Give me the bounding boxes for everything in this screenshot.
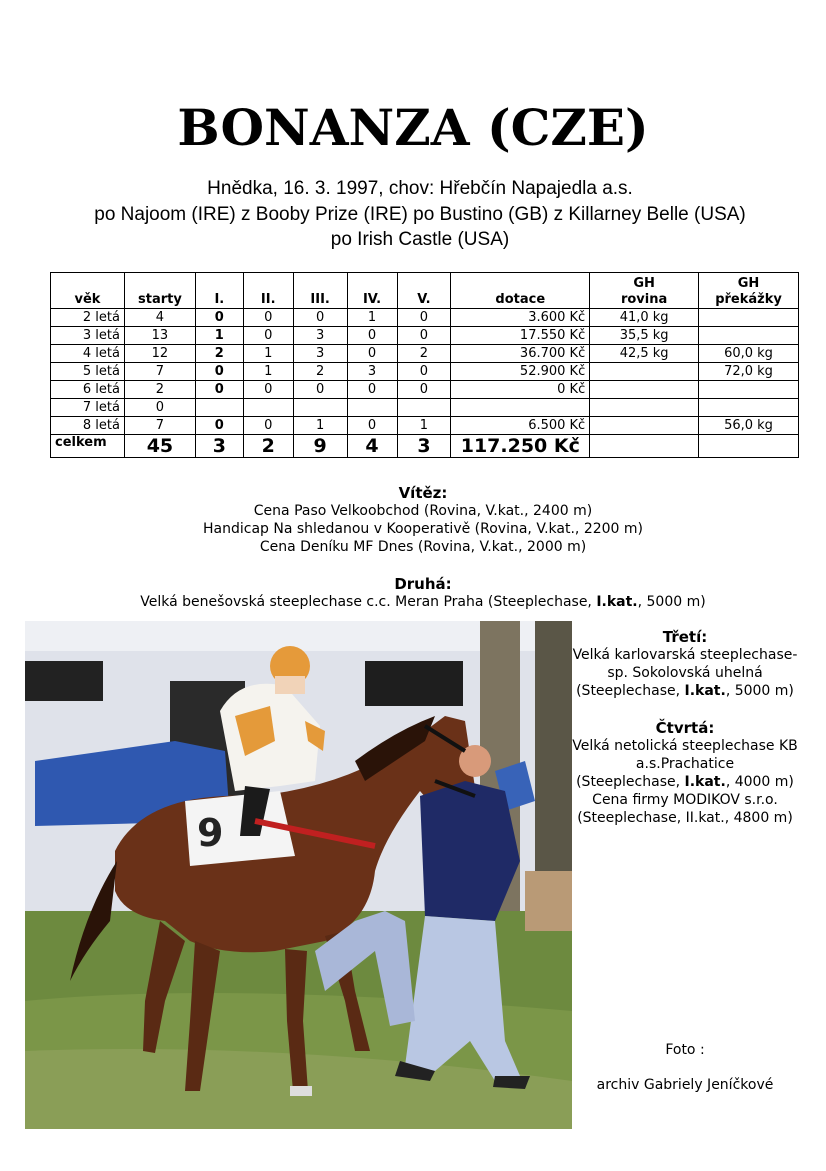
total-place-1: 3 [195,435,243,458]
table-row [51,309,799,327]
header-gh-flat-line1: GH [633,276,655,291]
total-place-2: 2 [243,435,293,458]
fourth-race-line-1: Velká netolická steeplechase KB [572,738,798,754]
cell-starts: 7 [124,363,195,381]
cell-gh-jump [699,309,799,327]
cell-prize: 52.900 Kč [451,363,590,381]
total-gh-flat [590,435,699,458]
fourth-race-line-3 [572,773,798,791]
total-label: celkem [51,435,125,458]
header-gh-jump [699,273,799,309]
cell-starts: 13 [124,327,195,345]
cell-place-3: 3 [293,327,347,345]
cell-starts: 4 [124,309,195,327]
total-gh-jump [699,435,799,458]
total-starts: 45 [124,435,195,458]
fourth-race-line-4: Cena firmy MODIKOV s.r.o. [592,792,778,808]
table-row [51,417,799,435]
cell-starts: 12 [124,345,195,363]
cell-prize: 0 Kč [451,381,590,399]
saddle-cloth-number: 9 [197,811,224,855]
cell-prize: 36.700 Kč [451,345,590,363]
total-place-3: 9 [293,435,347,458]
cell-place-1: 2 [195,345,243,363]
header-gh-flat-line2: rovina [620,292,668,307]
fourth-race-type: (Steeplechase, [576,774,685,790]
horse-title: BONANZA (CZE) [177,98,649,157]
cell-place-3: 2 [293,363,347,381]
total-place-4: 4 [347,435,397,458]
cell-starts: 2 [124,381,195,399]
header-gh-jump-line1: GH [737,276,760,291]
cell-place-1: 0 [195,309,243,327]
table-row [51,363,799,381]
cell-place-2: 1 [243,363,293,381]
cell-gh-jump: 60,0 kg [699,345,799,363]
cell-gh-jump: 72,0 kg [699,363,799,381]
table-row [51,345,799,363]
cell-place-2: 1 [243,345,293,363]
header-place-5: V. [397,273,451,309]
winner-race-3: Cena Deníku MF Dnes (Rovina, V.kat., 2000 m) [259,539,587,555]
cell-place-4 [347,399,397,417]
cell-gh-jump [699,327,799,345]
winner-race-1: Cena Paso Velkoobchod (Rovina, V.kat., 2400 m) [253,503,593,519]
second-race-text: Velká benešovská steeplechase c.c. Meran Praha (Steeplechase, [140,594,597,610]
subtitle-line-3: po Irish Castle (USA) [330,229,510,250]
table-header-row [51,273,799,309]
third-heading: Třetí: [662,628,708,646]
cell-place-1: 1 [195,327,243,345]
cell-place-3: 0 [293,381,347,399]
fourth-race-distance: , 4000 m) [725,774,794,790]
header-gh-flat [590,273,699,309]
cell-place-5: 0 [397,309,451,327]
cell-prize: 17.550 Kč [451,327,590,345]
cell-gh-flat [590,363,699,381]
photo-credit-source: archiv Gabriely Jeníčkové [596,1077,774,1093]
cell-prize: 3.600 Kč [451,309,590,327]
third-section [572,628,798,700]
fourth-heading: Čtvrtá: [655,719,715,737]
header-gh-jump-line2: překážky [715,292,782,307]
cell-age: 8 letá [51,417,125,435]
cell-prize [451,399,590,417]
cell-place-2: 0 [243,309,293,327]
header-prize: dotace [451,273,590,309]
second-section [0,575,826,611]
cell-starts: 0 [124,399,195,417]
cell-place-2: 0 [243,381,293,399]
fourth-section [572,719,798,827]
cell-age: 3 letá [51,327,125,345]
header-place-4: IV. [347,273,397,309]
winner-race-2: Handicap Na shledanou v Kooperativě (Rovina, V.kat., 2200 m) [202,521,643,537]
header-starts: starty [124,273,195,309]
table-row [51,381,799,399]
total-prize: 117.250 Kč [451,435,590,458]
cell-prize: 6.500 Kč [451,417,590,435]
cell-place-3: 1 [293,417,347,435]
cell-place-4: 0 [347,345,397,363]
cell-age: 4 letá [51,345,125,363]
second-heading: Druhá: [394,575,452,593]
fourth-race-line-5: (Steeplechase, II.kat., 4800 m) [577,810,793,826]
header-place-2: II. [243,273,293,309]
cell-gh-jump [699,399,799,417]
cell-age: 2 letá [51,309,125,327]
cell-place-3: 3 [293,345,347,363]
cell-place-4: 3 [347,363,397,381]
table-total-row [51,435,799,458]
cell-place-4: 0 [347,417,397,435]
winner-section [0,484,826,556]
cell-age: 5 letá [51,363,125,381]
cell-place-5: 1 [397,417,451,435]
cell-place-1: 0 [195,363,243,381]
cell-place-2: 0 [243,327,293,345]
cell-place-4: 1 [347,309,397,327]
cell-gh-flat: 35,5 kg [590,327,699,345]
third-race-line-1: Velká karlovarská steeplechase- [572,647,798,663]
second-race-category: I.kat. [596,594,638,610]
third-race-distance: , 5000 m) [725,683,794,699]
cell-place-2 [243,399,293,417]
cell-place-5: 2 [397,345,451,363]
table-row [51,399,799,417]
cell-place-5 [397,399,451,417]
cell-gh-flat: 42,5 kg [590,345,699,363]
cell-starts: 7 [124,417,195,435]
cell-place-4: 0 [347,327,397,345]
photo-credit-label: Foto : [665,1042,705,1058]
cell-place-5: 0 [397,381,451,399]
cell-age: 7 letá [51,399,125,417]
cell-place-5: 0 [397,363,451,381]
cell-gh-jump: 56,0 kg [699,417,799,435]
cell-place-1: 0 [195,381,243,399]
cell-age: 6 letá [51,381,125,399]
winner-heading: Vítěz: [398,484,448,502]
cell-place-4: 0 [347,381,397,399]
cell-place-1 [195,399,243,417]
third-race-line-3 [572,682,798,700]
cell-place-2: 0 [243,417,293,435]
cell-place-3: 0 [293,309,347,327]
cell-gh-jump [699,381,799,399]
cell-place-1: 0 [195,417,243,435]
fourth-race-line-2: a.s.Prachatice [635,756,735,772]
horse-photo [25,621,572,1129]
third-race-line-2: sp. Sokolovská uhelná [607,665,763,681]
horse-photo-image [25,621,572,1129]
header-place-1: I. [195,273,243,309]
fourth-race-category: I.kat. [684,774,726,790]
cell-gh-flat [590,381,699,399]
second-race [0,593,826,611]
total-place-5: 3 [397,435,451,458]
second-race-distance: , 5000 m) [637,594,706,610]
cell-gh-flat [590,399,699,417]
cell-gh-flat [590,417,699,435]
table-row [51,327,799,345]
cell-gh-flat: 41,0 kg [590,309,699,327]
header-age: věk [51,273,125,309]
subtitle-line-1: Hnědka, 16. 3. 1997, chov: Hřebčín Napajedla a.s. [207,178,633,199]
third-race-type: (Steeplechase, [576,683,685,699]
subtitle-line-2: po Najoom (IRE) z Booby Prize (IRE) po Bustino (GB) z Killarney Belle (USA) [94,204,746,225]
results-table [50,272,799,458]
third-race-category: I.kat. [684,683,726,699]
cell-place-5: 0 [397,327,451,345]
header-place-3: III. [293,273,347,309]
cell-place-3 [293,399,347,417]
